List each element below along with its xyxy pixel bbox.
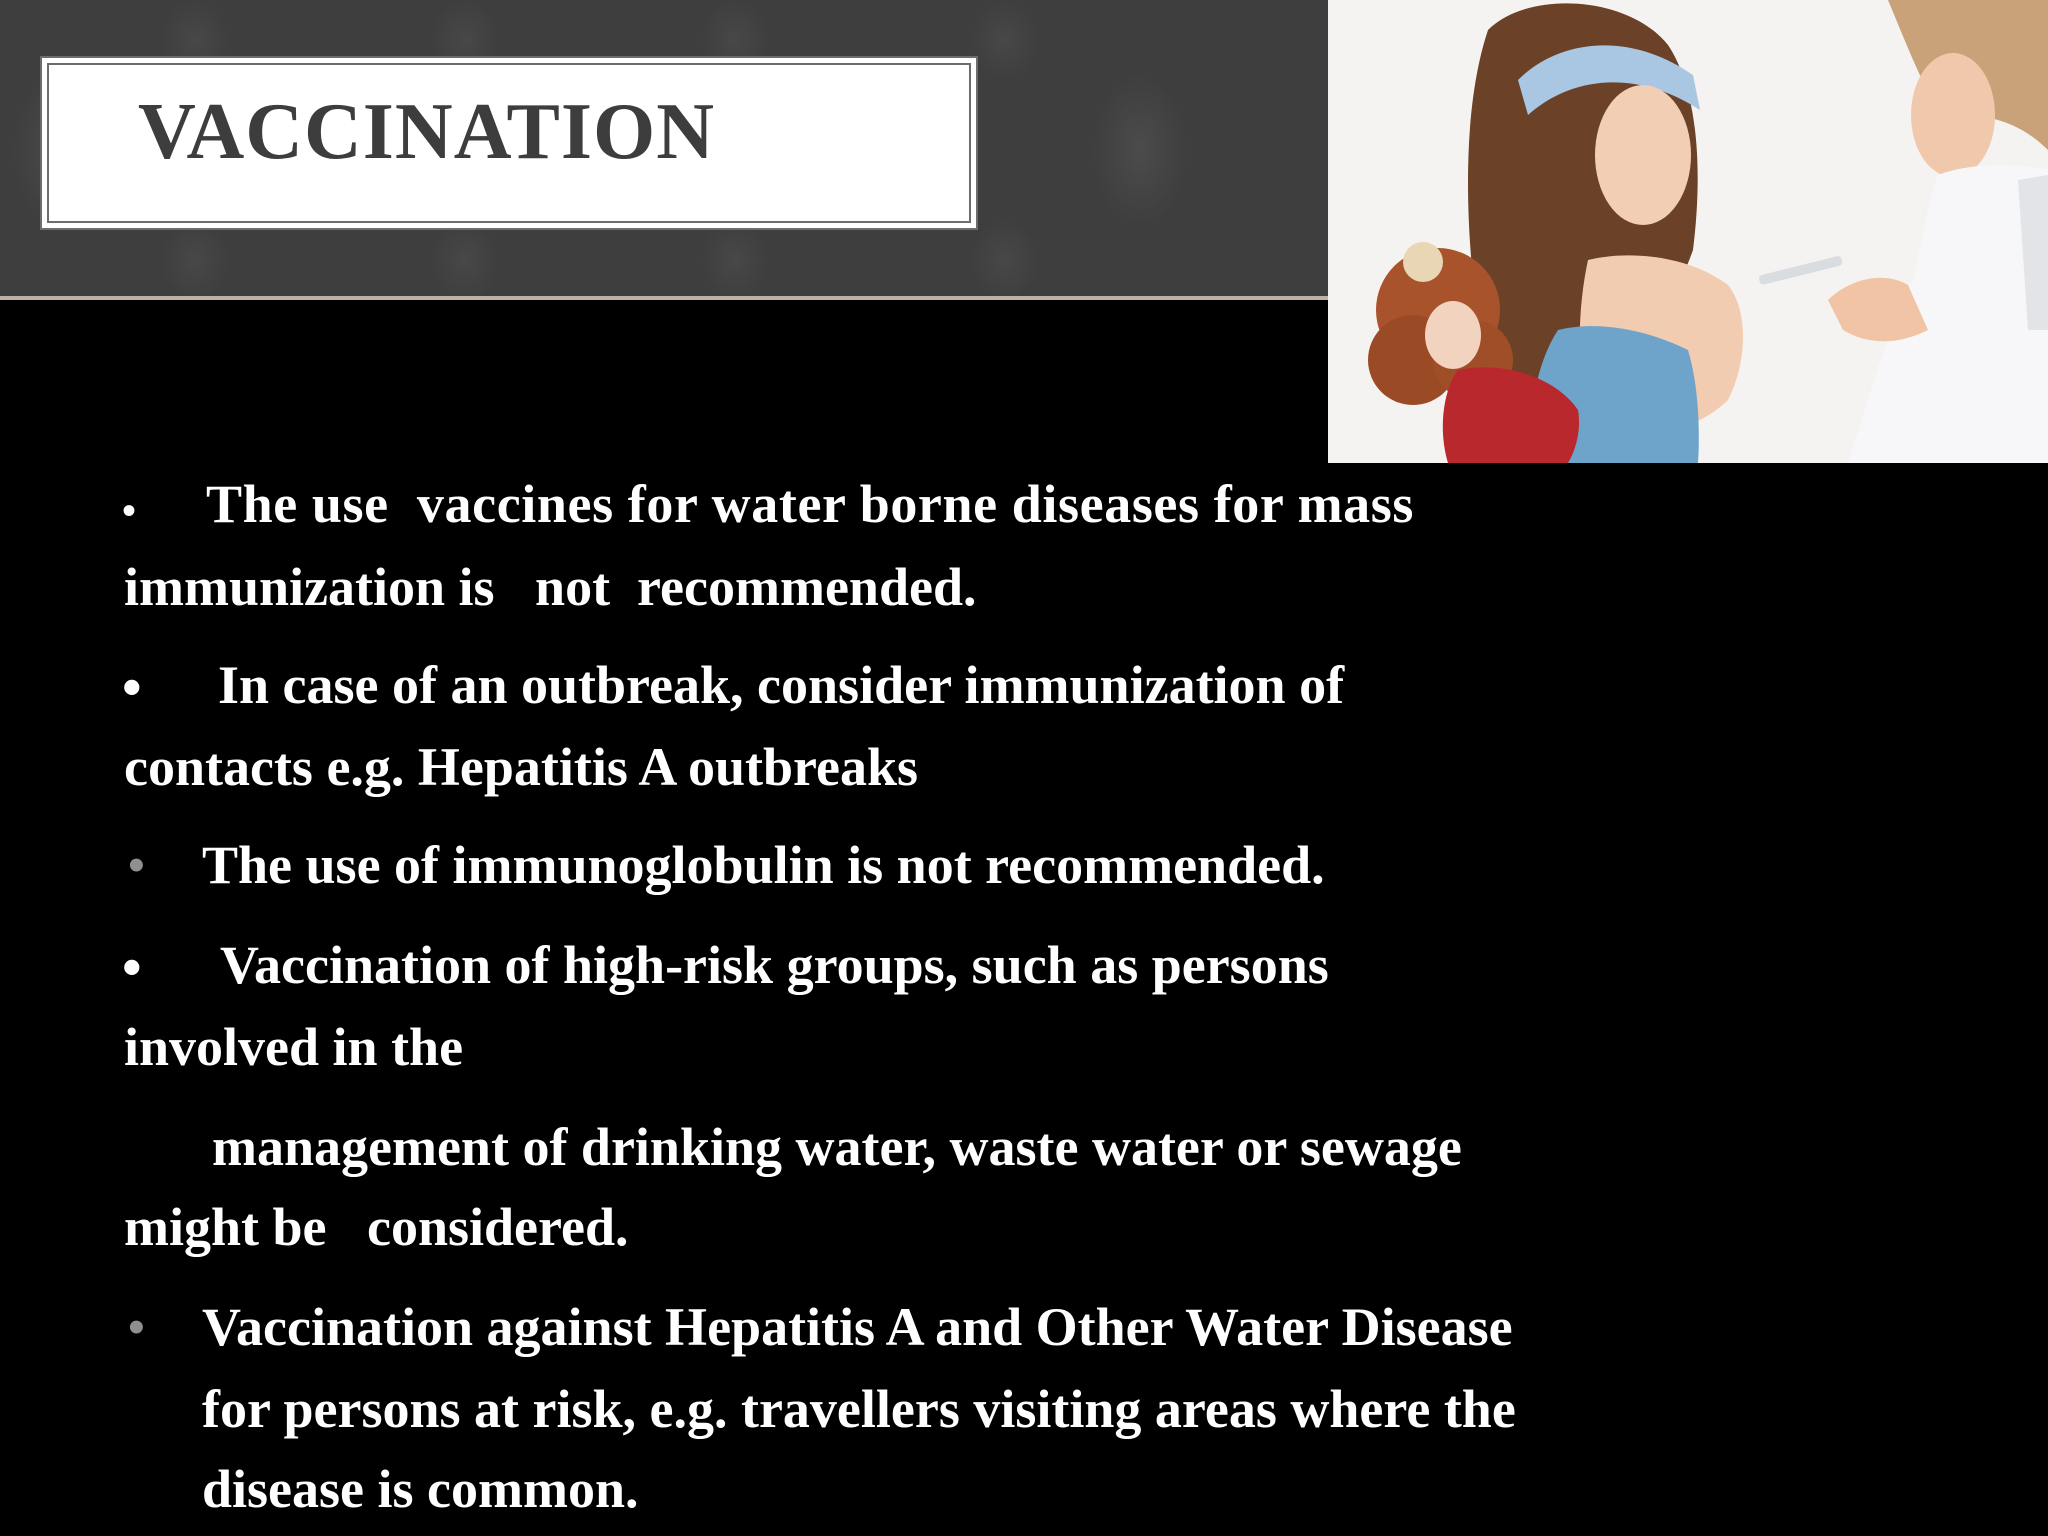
- bullet-text-line: might be considered.: [124, 1197, 629, 1257]
- bullet-text-line: contacts e.g. Hepatitis A outbreaks: [124, 737, 918, 797]
- bullet-text-line: The use vaccines for water borne diseases for mass: [206, 474, 1414, 534]
- bullet-text-line: The use of immunoglobulin is not recommended.: [202, 835, 1325, 895]
- bullet-text-line: disease is common.: [202, 1459, 639, 1519]
- slide-title: VACCINATION: [138, 88, 716, 176]
- bullet-marker: •: [128, 1301, 145, 1354]
- bullet-marker: •: [122, 488, 137, 533]
- bullet-text-line: Vaccination against Hepatitis A and Other Water Disease: [202, 1297, 1513, 1357]
- bullet-marker: •: [128, 839, 145, 892]
- bullet-marker: •: [122, 937, 142, 999]
- bullet-text-line: In case of an outbreak, consider immunization of: [218, 655, 1345, 715]
- bullet-text-line: immunization is not recommended.: [124, 557, 977, 617]
- bullet-text-line: for persons at risk, e.g. travellers visiting areas where the: [202, 1379, 1516, 1439]
- bullet-marker: •: [122, 657, 142, 719]
- bullet-text-line: Vaccination of high-risk groups, such as persons: [220, 935, 1329, 995]
- bullet-text-line: management of drinking water, waste water or sewage: [212, 1117, 1462, 1177]
- bullet-text-line: involved in the: [124, 1017, 464, 1077]
